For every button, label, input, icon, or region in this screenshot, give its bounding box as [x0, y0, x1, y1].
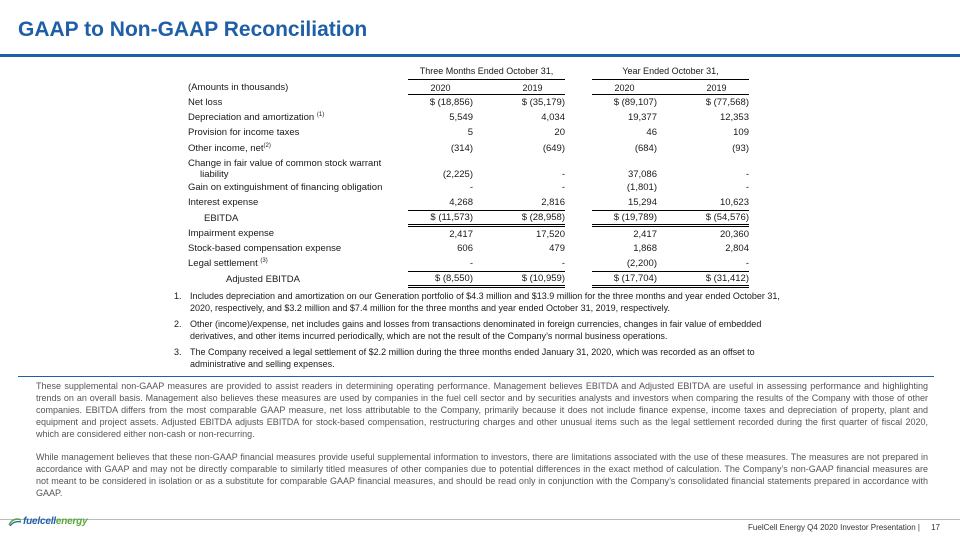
row-value: (93)	[732, 142, 749, 154]
year-header-row	[188, 79, 749, 94]
row-value: 12,353	[719, 112, 749, 124]
disclaimer-paragraph: These supplemental non-GAAP measures are provided to assist readers in determining operating performance. Management believes EBITDA and Adjusted EBITDA are useful in assessing performance and highlighting trends on an overall basis. Management also believes these measures are used by companies in the fuel cell sector and by securities analysts and investors when comparing the results of the Company with those of other companies. EBITDA differs from the most comparable GAAP measure, net loss attributable to the Company, primarily because it does not include finance expense, income taxes and depreciation of property, plant and equipment and project assets. Adjusted EBITDA adjusts EBITDA for stock-based compensation, restructuring charges and other unusual items such as the legal settlement recorded during the first quarter of fiscal 2020, which are considered either non-cash or non-recurring.	[36, 381, 928, 439]
row-value: 606	[457, 243, 473, 255]
year-header: 2019	[684, 79, 749, 94]
row-value: 10,623	[684, 195, 749, 210]
row-value: $ (89,107)	[613, 96, 657, 108]
row-label: EBITDA	[204, 212, 239, 224]
non-gaap-disclaimer	[36, 381, 928, 512]
row-value: (2,200)	[592, 256, 657, 271]
fuelcell-energy-logo: fuelcellenergy	[8, 516, 87, 527]
row-label: Provision for income taxes	[188, 127, 300, 139]
row-value: 37,086	[627, 168, 657, 180]
row-value: 20,360	[719, 228, 749, 240]
row-value: $ (54,576)	[684, 210, 749, 225]
footnote-text: Other (income)/expense, net includes gains and losses from transactions denominated in foreign currencies, changes in fair value of embedded derivatives, and other items incurred periodically, which are not the result of the Company’s normal business operations.	[190, 319, 762, 341]
row-value: $ (10,959)	[500, 272, 565, 287]
group-header-three-months: Three Months Ended October 31,	[408, 64, 565, 79]
reconciliation-table	[188, 64, 749, 288]
row-value: $ (28,958)	[500, 210, 565, 225]
row-value: 4,268	[408, 195, 473, 210]
row-value: 2,417	[633, 228, 657, 240]
row-value: -	[561, 168, 565, 180]
footnote-divider	[18, 376, 934, 377]
year-header: 2020	[408, 79, 473, 94]
footnote-text: Includes depreciation and amortization on our Generation portfolio of $4.3 million and $13.9 million for the three months and year ended October 31, 2020, respectively, and $3.2 million and $7.4 million for the three months and year ended October 31, 2019, respectively.	[190, 291, 780, 313]
row-value: 5	[467, 127, 473, 139]
row-value: $ (31,412)	[684, 272, 749, 287]
row-label: Gain on extinguishment of financing obligation	[188, 181, 383, 193]
row-value: -	[469, 181, 473, 193]
row-label: Legal settlement $^{(3)}$	[188, 258, 268, 270]
group-header-row	[188, 64, 749, 79]
row-label: Change in fair value of common stock warrant liability	[188, 157, 382, 180]
row-value: 1,868	[633, 243, 657, 255]
logo-swoosh-icon	[8, 517, 22, 527]
row-value: 2,417	[449, 228, 473, 240]
table-row	[188, 110, 749, 125]
page-title: GAAP to Non-GAAP Reconciliation	[18, 18, 368, 41]
footnote-2: 2. Other (income)/expense, net includes gains and losses from transactions denominated in foreign currencies, changes in fair value of embedded derivatives, and other items incurred periodically, which are not the result of the Company’s normal business operations.	[174, 319, 794, 342]
row-value: (2,225)	[442, 168, 473, 180]
row-value: -	[745, 168, 749, 180]
table-row	[188, 195, 749, 210]
year-header: 2019	[500, 79, 565, 94]
table-row	[188, 125, 749, 140]
footer-divider	[0, 519, 960, 520]
row-value: 20	[554, 127, 565, 139]
footnote-3: 3. The Company received a legal settlement of $2.2 million during the three months ended January 31, 2020, which was recorded as an offset to administrative and selling expenses.	[174, 347, 794, 370]
row-value: -	[684, 256, 749, 271]
row-label: Depreciation and amortization $^{(1)}$	[188, 111, 325, 124]
disclaimer-paragraph: While management believes that these non-GAAP financial measures provide useful supplemental information to investors, there are limitations associated with the use of these measures. The measures are not prepared in accordance with GAAP and may not be directly comparable to similarly titled measures of other companies due to potential differences in the exact method of calculation. The Company’s non-GAAP financial measures are not meant to be considered in isolation or as a substitute for comparable GAAP financial measures, and should be read only in conjunction with the Company’s consolidated financial statements prepared in accordance with GAAP.	[36, 452, 928, 499]
table-row	[188, 210, 749, 225]
row-value: $ (18,856)	[429, 96, 473, 108]
row-value: (1,801)	[626, 181, 657, 193]
row-value: 4,034	[541, 112, 565, 124]
row-value: 109	[733, 127, 749, 139]
row-value: 5,549	[449, 112, 473, 124]
row-value: -	[500, 256, 565, 271]
row-label: Impairment expense	[188, 227, 275, 239]
row-value: 2,804	[725, 243, 749, 255]
row-value: 46	[646, 127, 657, 139]
table-row	[188, 156, 749, 180]
row-value: 17,520	[535, 228, 565, 240]
row-label: Other income, net$^{(2)}$	[188, 142, 271, 154]
table-row	[188, 140, 749, 155]
table-row	[188, 180, 749, 195]
footnote-1: 1. Includes depreciation and amortization on our Generation portfolio of $4.3 million and $13.9 million for the three months and year ended October 31, 2020, respectively, and $3.2 million and $7.4 million for the three months and year ended October 31, 2019, respectively.	[174, 291, 794, 314]
row-label: Stock-based compensation expense	[188, 243, 342, 255]
row-value: (684)	[634, 142, 657, 154]
table-row	[188, 226, 749, 241]
row-value: 479	[549, 243, 565, 255]
table-row	[188, 256, 749, 271]
page-number: 17	[931, 523, 940, 532]
year-header: 2020	[592, 79, 657, 94]
row-label: Adjusted EBITDA	[226, 273, 300, 285]
row-value: $ (19,789)	[592, 210, 657, 225]
row-value: (314)	[450, 142, 473, 154]
row-value: 2,816	[500, 195, 565, 210]
row-value: -	[745, 181, 749, 193]
footnotes	[174, 291, 794, 375]
table-row	[188, 272, 749, 287]
table-row	[188, 95, 749, 110]
row-value: $ (17,704)	[592, 272, 657, 287]
row-label: Interest expense	[188, 197, 259, 209]
footer-presentation-title: FuelCell Energy Q4 2020 Investor Presentation |	[748, 523, 920, 532]
row-value: $ (8,550)	[408, 272, 473, 287]
group-header-year: Year Ended October 31,	[592, 64, 749, 79]
row-value: -	[408, 256, 473, 271]
row-value: 19,377	[627, 112, 657, 124]
table-row	[188, 241, 749, 256]
row-label: Net loss	[188, 96, 223, 108]
row-value: (649)	[542, 142, 565, 154]
row-value: $ (77,568)	[705, 96, 749, 108]
row-value: -	[561, 181, 565, 193]
row-value: $ (11,573)	[408, 210, 473, 225]
footnote-text: The Company received a legal settlement of $2.2 million during the three months ended January 31, 2020, which was recorded as an offset to administrative and selling expenses.	[190, 347, 755, 369]
row-value: $ (35,179)	[521, 96, 565, 108]
row-value: 15,294	[592, 195, 657, 210]
units-label: (Amounts in thousands)	[188, 82, 289, 94]
title-divider	[0, 54, 960, 57]
